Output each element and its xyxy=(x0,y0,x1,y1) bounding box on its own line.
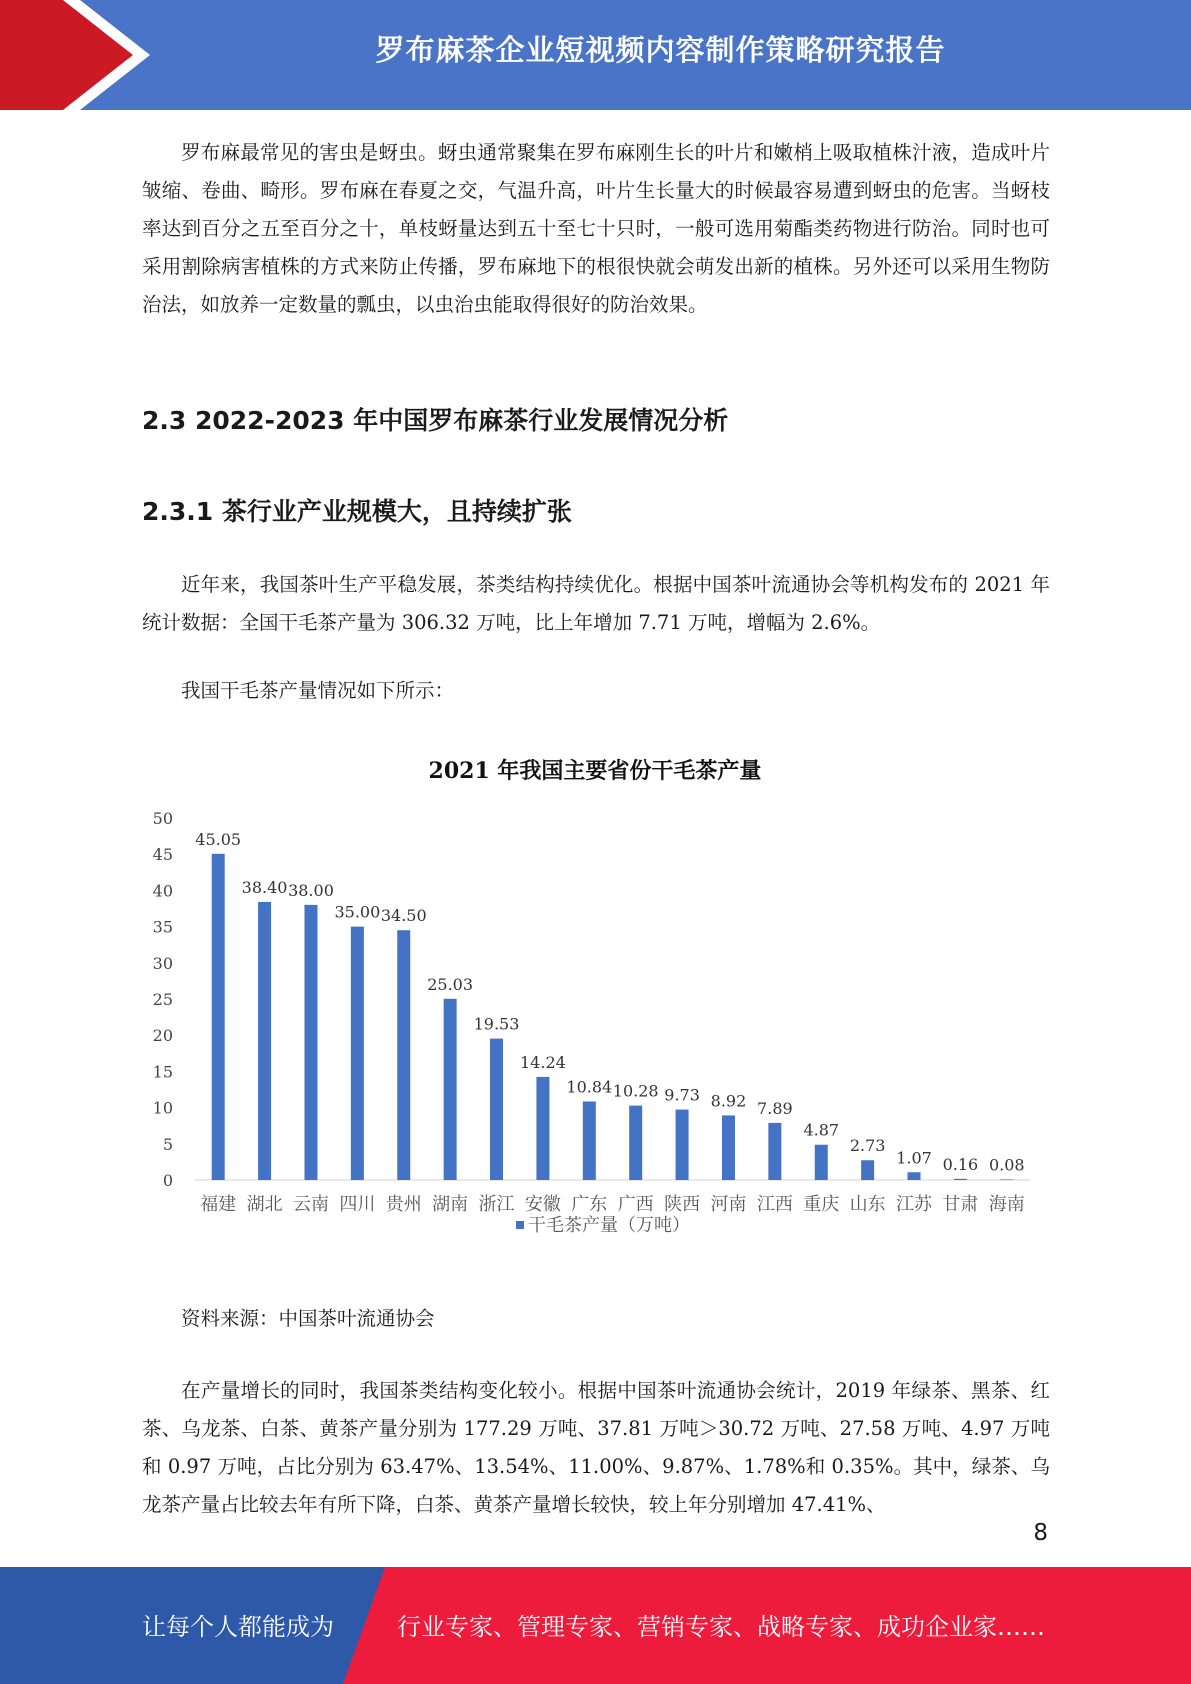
bar xyxy=(908,1172,921,1180)
y-tick-label: 45 xyxy=(152,845,173,865)
bar-value-label: 8.92 xyxy=(710,1091,747,1111)
x-tick-label: 江西 xyxy=(756,1194,793,1215)
bar xyxy=(815,1145,828,1180)
bar-value-label: 38.40 xyxy=(241,877,288,897)
bar xyxy=(212,854,225,1180)
bar xyxy=(536,1077,549,1180)
x-tick-label: 云南 xyxy=(292,1194,329,1215)
bar xyxy=(583,1102,596,1180)
header-banner xyxy=(0,0,1191,110)
bar-value-label: 35.00 xyxy=(334,902,381,922)
section-heading-2-3: 2.3 2022-2023 年中国罗布麻茶行业发展情况分析 xyxy=(142,406,729,435)
y-tick-label: 0 xyxy=(162,1171,173,1190)
chart-svg xyxy=(140,750,1040,1250)
production-bar-chart xyxy=(140,750,1040,1250)
header-chevron-decoration xyxy=(0,0,160,110)
bar xyxy=(490,1039,503,1180)
bar xyxy=(258,902,271,1180)
footer-slogan-right: 行业专家、管理专家、营销专家、战略专家、成功企业家…… xyxy=(397,1613,1045,1641)
x-tick-label: 广东 xyxy=(571,1194,608,1215)
bar xyxy=(676,1110,689,1180)
bar-value-label: 25.03 xyxy=(427,974,474,994)
x-tick-label: 山东 xyxy=(849,1194,886,1215)
bar-value-label: 2.73 xyxy=(849,1136,886,1156)
bar xyxy=(861,1160,874,1180)
x-tick-label: 四川 xyxy=(339,1194,376,1215)
x-tick-label: 湖南 xyxy=(432,1194,469,1215)
bar-value-label: 38.00 xyxy=(288,880,334,900)
bar-value-label: 4.87 xyxy=(803,1120,840,1140)
bar xyxy=(1000,1179,1013,1180)
bar xyxy=(629,1106,642,1180)
bar xyxy=(722,1115,735,1180)
bar xyxy=(397,930,410,1180)
bar-value-label: 10.84 xyxy=(566,1077,613,1097)
source-note: 资料来源：中国茶叶流通协会 xyxy=(181,1307,435,1330)
bar-value-label: 0.08 xyxy=(988,1155,1025,1175)
x-tick-label: 安徽 xyxy=(524,1194,561,1215)
y-tick-label: 5 xyxy=(162,1134,173,1154)
x-tick-label: 湖北 xyxy=(246,1194,283,1215)
bar xyxy=(304,905,317,1180)
paragraph-tea-production: 近年来，我国茶叶生产平稳发展，茶类结构持续优化。根据中国茶叶流通协会等机构发布的 2021 年统计数据：全国干毛茶产量为 306.32 万吨，比上年增加 7.71 万吨，增幅为 2.6%。 xyxy=(142,573,1050,634)
x-tick-label: 福建 xyxy=(200,1194,237,1215)
section-heading-2-3-1: 2.3.1 茶行业产业规模大，且持续扩张 xyxy=(142,497,572,526)
y-tick-label: 20 xyxy=(152,1026,173,1046)
bar-value-label: 7.89 xyxy=(757,1098,793,1118)
x-tick-label: 贵州 xyxy=(385,1194,422,1215)
x-tick-label: 海南 xyxy=(988,1194,1025,1215)
paragraph-aphid-control: 罗布麻最常见的害虫是蚜虫。蚜虫通常聚集在罗布麻刚生长的叶片和嫩梢上吸取植株汁液，造成叶片皱缩、卷曲、畸形。罗布麻在春夏之交，气温升高，叶片生长量大的时候最容易遭到蚜虫的危害。当蚜枝率达到百分之五至百分之十，单枝蚜量达到五十至七十只时，一般可选用菊酯类药物进行防治。同时也可采用割除病害植株的方式来防止传播，罗布麻地下的根很快就会萌发出新的植株。另外还可以采用生物防治法，如放养一定数量的瓢虫，以虫治虫能取得很好的防治效果。 xyxy=(142,141,1050,316)
report-title: 罗布麻茶企业短视频内容制作策略研究报告 xyxy=(375,33,946,67)
paragraph-tea-structure: 在产量增长的同时，我国茶类结构变化较小。根据中国茶叶流通协会统计，2019 年绿茶、黑茶、红茶、乌龙茶、白茶、黄茶产量分别为 177.29 万吨、37.81 万吨＞30.72 万吨、27.58 万吨、4.97 万吨和 0.97 万吨，占比分别为 63.47%、13.54%、11.00%、9.87%、1.78%和 0.35%。其中，绿茶、乌龙茶产量占比较去年有所下降，白茶、黄茶产量增长较快，较上年分别增加 47.41%、 xyxy=(142,1379,1050,1516)
y-tick-label: 15 xyxy=(152,1062,173,1082)
bar-value-label: 14.24 xyxy=(520,1052,566,1072)
bar-value-label: 19.53 xyxy=(473,1014,520,1034)
bar xyxy=(954,1179,967,1180)
x-tick-label: 浙江 xyxy=(478,1194,515,1215)
bar-value-label: 34.50 xyxy=(380,906,427,926)
y-tick-label: 10 xyxy=(152,1098,173,1118)
legend-label: 干毛茶产量（万吨） xyxy=(528,1215,690,1236)
x-tick-label: 重庆 xyxy=(803,1194,840,1215)
x-tick-label: 广西 xyxy=(617,1194,654,1215)
y-tick-label: 25 xyxy=(152,990,173,1009)
bar xyxy=(444,999,457,1180)
legend-swatch xyxy=(516,1221,524,1229)
bar-value-label: 0.16 xyxy=(942,1154,979,1174)
footer-banner xyxy=(0,1567,1191,1684)
x-tick-label: 陕西 xyxy=(664,1194,701,1215)
y-tick-label: 30 xyxy=(152,953,173,973)
paragraph-chart-intro: 我国干毛茶产量情况如下所示： xyxy=(181,679,455,702)
page-number: 8 xyxy=(1033,1520,1048,1546)
y-tick-label: 40 xyxy=(152,881,173,901)
bar-value-label: 45.05 xyxy=(195,829,242,849)
chart-title: 2021 年我国主要省份干毛茶产量 xyxy=(428,758,762,784)
x-tick-label: 江苏 xyxy=(896,1194,933,1215)
footer-slogan-left: 让每个人都能成为 xyxy=(142,1613,334,1641)
y-tick-label: 35 xyxy=(152,917,173,937)
bar xyxy=(351,927,364,1180)
x-tick-label: 甘肃 xyxy=(942,1194,979,1215)
bar-value-label: 1.07 xyxy=(896,1148,932,1168)
bar-value-label: 10.28 xyxy=(612,1081,659,1101)
bar-value-label: 9.73 xyxy=(664,1085,700,1105)
y-tick-label: 50 xyxy=(152,809,173,828)
x-tick-label: 河南 xyxy=(710,1194,747,1215)
bar xyxy=(768,1123,781,1180)
